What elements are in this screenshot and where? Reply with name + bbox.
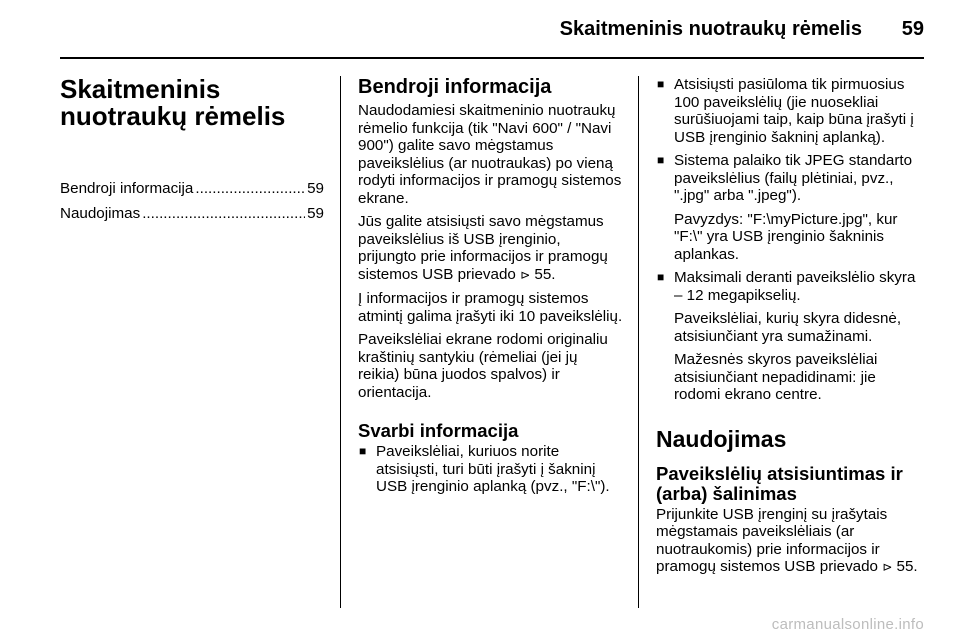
bullet-item: ■ Maksimali deranti paveikslėlio skyra – 12 megapikselių.	[656, 269, 926, 304]
bullet-item: ■ Atsisiųsti pasiūloma tik pirmuosius 100 paveikslėlių (jie nuosekliai surūšiuojami taip, kaip būna įrašyti į USB įrenginio šakninį aplanką).	[656, 76, 926, 146]
page-header	[60, 18, 924, 46]
general-info-column	[358, 76, 623, 502]
page-reference[interactable]: 55.	[892, 558, 918, 575]
toc-page-number: 59	[307, 204, 324, 222]
paragraph-capacity: Į informacijos ir pramogų sistemos atmintį galima įrašyti iki 10 paveikslėlių.	[358, 290, 623, 325]
watermark: carmanualsonline.info	[771, 616, 924, 633]
page-reference-arrow-icon: ⊳	[882, 560, 893, 574]
toc-label: Bendroji informacija	[60, 180, 194, 197]
page-reference[interactable]: 55.	[530, 265, 556, 283]
resize-down-note: Paveikslėliai, kurių skyra didesnė, atsisiunčiant yra sumažinami.	[674, 310, 902, 345]
subsection-heading-download: Paveikslėlių atsisiuntimas ir (arba) šalinimas	[656, 462, 903, 504]
section-heading-important: Svarbi informacija	[358, 420, 519, 441]
usage-column	[656, 76, 926, 583]
chapter-title	[60, 76, 324, 130]
paragraph-connect-usb	[656, 506, 926, 577]
chapter-title-line-1: Skaitmeninis	[60, 74, 221, 104]
page-reference-arrow-icon: ⊳	[520, 267, 531, 282]
section-heading-general: Bendroji informacija	[358, 76, 552, 98]
paragraph-download	[358, 213, 623, 284]
section-heading-usage: Naudojimas	[656, 425, 787, 452]
bullet-item: ■ Paveikslėliai, kuriuos norite atsisiųsti, turi būti įrašyti į šakninį USB įrenginio aplanką (pvz., "F:\").	[358, 443, 623, 496]
running-header-title: Skaitmeninis nuotraukų rėmelis	[559, 18, 862, 40]
paragraph-connect-usb-text: Prijunkite USB įrenginį su įrašytais mėgstamais paveikslėliais (ar nuotraukomis) prie informacijos ir pramogų sistemos USB prievado	[656, 505, 888, 575]
toc-leader-dots	[142, 205, 305, 223]
page-number: 59	[901, 18, 924, 40]
header-rule	[60, 57, 924, 59]
toc-label: Naudojimas	[60, 204, 141, 222]
toc-entry-general[interactable]	[60, 180, 324, 198]
column-divider-1	[340, 76, 341, 608]
no-upscale-note: Mažesnės skyros paveikslėliai atsisiunčiant nepadidinami: jie rodomi ekrano centre.	[674, 351, 878, 403]
bullet-item: ■ Sistema palaiko tik JPEG standarto paveikslėlius (failų plėtiniai, pvz., ".jpg" arba ".jpeg").	[656, 152, 926, 205]
chapter-column	[60, 76, 324, 229]
paragraph-intro: Naudodamiesi skaitmeninio nuotraukų rėmelio funkcija (tik "Navi 600" / "Navi 900") galite savo mėgstamus paveikslėlius (ar nuotraukas) po vieną rodyti informacijos ir pramogų sistemos ekrane.	[358, 102, 622, 207]
toc-entry-usage[interactable]	[60, 205, 324, 223]
paragraph-download-text: Jūs galite atsisiųsti savo mėgstamus paveikslėlius iš USB įrenginio, prijungto prie informacijos ir pramogų sistemos USB prievado	[358, 213, 608, 283]
paragraph-aspect: Paveikslėliai ekrane rodomi originaliu kraštinių santykiu (rėmeliai (jei jų reikia) būna juodos spalvos) ir orientacija.	[358, 331, 608, 401]
column-divider-2	[638, 76, 639, 608]
chapter-title-line-2: nuotraukų rėmelis	[60, 101, 286, 131]
toc-page-number: 59	[307, 180, 324, 197]
toc-leader-dots	[195, 180, 305, 198]
example-text: Pavyzdys: "F:\myPicture.jpg", kur "F:\" yra USB įrenginio šakninis aplankas.	[674, 210, 898, 263]
